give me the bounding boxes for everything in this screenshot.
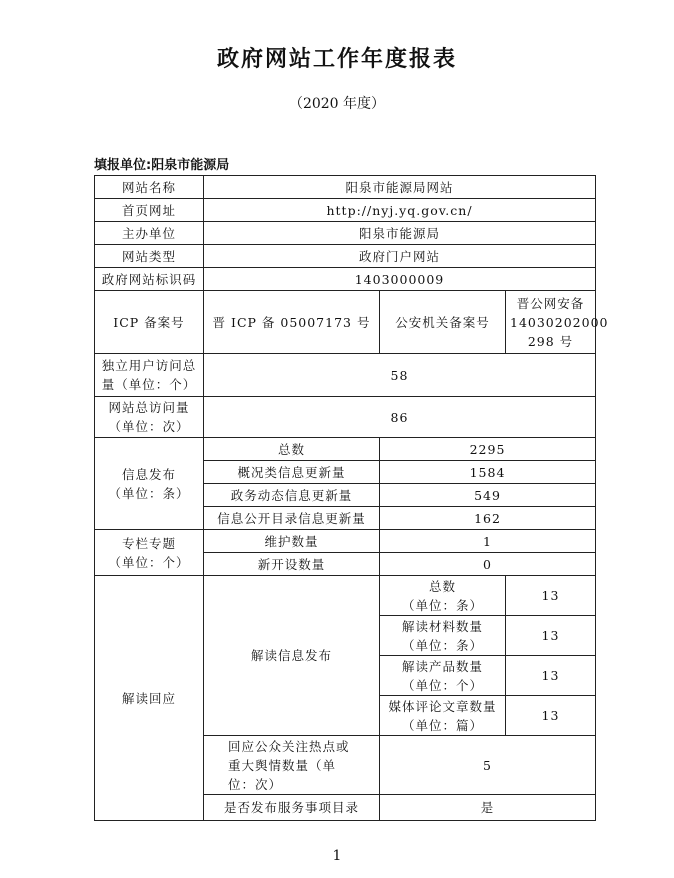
sponsor-value: 阳泉市能源局	[204, 222, 596, 245]
column-topic-label-line1: 专栏专题	[121, 535, 176, 551]
info-affairs-value: 549	[380, 484, 596, 507]
column-topic-label	[95, 530, 204, 576]
homepage-value: http://nyj.yq.gov.cn/	[204, 199, 596, 222]
report-table	[94, 175, 609, 821]
interp-product-value: 13	[506, 656, 596, 696]
table-row	[95, 245, 596, 268]
info-open-value: 162	[380, 507, 596, 530]
table-row	[95, 438, 596, 461]
table-row	[95, 291, 596, 354]
total-visits-value: 86	[204, 397, 596, 438]
site-type-label: 网站类型	[95, 245, 204, 268]
table-row	[95, 530, 596, 553]
unique-visitors-label: 独立用户访问总量（单位：个）	[95, 354, 204, 397]
table-row	[95, 576, 596, 616]
column-maintain-label: 维护数量	[204, 530, 380, 553]
report-title: 政府网站工作年度报表	[216, 47, 457, 72]
unique-visitors-value: 58	[204, 354, 596, 397]
sponsor-label: 主办单位	[95, 222, 204, 245]
info-publish-label-line1: 信息发布	[121, 466, 176, 482]
interp-media-label-line2: （单位：篇）	[401, 717, 483, 733]
homepage-label: 首页网址	[95, 199, 204, 222]
info-total-value: 2295	[380, 438, 596, 461]
interp-material-value: 13	[506, 616, 596, 656]
icp-label: ICP 备案号	[95, 291, 204, 354]
table-row	[95, 268, 596, 291]
info-affairs-label: 政务动态信息更新量	[204, 484, 380, 507]
interp-total-label-line1: 总数	[428, 578, 456, 594]
hotspot-response-label: 回应公众关注热点或重大舆情数量（单位：次）	[204, 736, 380, 795]
info-open-label: 信息公开目录信息更新量	[204, 507, 380, 530]
site-name-value: 阳泉市能源局网站	[204, 176, 596, 199]
info-overview-label: 概况类信息更新量	[204, 461, 380, 484]
site-type-value: 政府门户网站	[204, 245, 596, 268]
info-publish-label-line2: （单位：条）	[108, 485, 190, 501]
service-catalog-value: 是	[380, 795, 596, 821]
icp-value: 晋 ICP 备 05007173 号	[204, 291, 380, 354]
reporting-unit: 填报单位:阳泉市能源局	[94, 158, 230, 173]
interp-total-value: 13	[506, 576, 596, 616]
table-row	[95, 354, 596, 397]
interpretation-publish-label: 解读信息发布	[204, 576, 380, 736]
page-number: 1	[332, 848, 342, 864]
hotspot-response-value: 5	[380, 736, 596, 795]
info-publish-label	[95, 438, 204, 530]
column-topic-label-line2: （单位：个）	[108, 554, 190, 570]
info-overview-value: 1584	[380, 461, 596, 484]
table-row	[95, 397, 596, 438]
interp-media-value: 13	[506, 696, 596, 736]
site-name-label: 网站名称	[95, 176, 204, 199]
site-code-label: 政府网站标识码	[95, 268, 204, 291]
report-year: （2020 年度）	[288, 96, 386, 112]
total-visits-label: 网站总访问量（单位：次）	[95, 397, 204, 438]
table-row	[95, 222, 596, 245]
table-row	[95, 199, 596, 222]
info-total-label: 总数	[204, 438, 380, 461]
interp-total-label-line2: （单位：条）	[401, 597, 483, 613]
interp-product-label-line2: （单位：个）	[401, 677, 483, 693]
interp-product-label	[380, 656, 506, 696]
service-catalog-label: 是否发布服务事项目录	[204, 795, 380, 821]
police-record-label: 公安机关备案号	[380, 291, 506, 354]
interp-material-label	[380, 616, 506, 656]
column-new-value: 0	[380, 553, 596, 576]
interpretation-label: 解读回应	[95, 576, 204, 821]
interp-material-label-line2: （单位：条）	[401, 637, 483, 653]
column-maintain-value: 1	[380, 530, 596, 553]
column-new-label: 新开设数量	[204, 553, 380, 576]
site-code-value: 1403000009	[204, 268, 596, 291]
interp-media-label	[380, 696, 506, 736]
table-row	[95, 176, 596, 199]
police-record-value: 晋公网安备 14030202000 298 号	[506, 291, 596, 354]
interp-product-label-line1: 解读产品数量	[401, 658, 483, 674]
interp-material-label-line1: 解读材料数量	[401, 618, 483, 634]
interp-media-label-line1: 媒体评论文章数量	[388, 698, 497, 714]
interp-total-label	[380, 576, 506, 616]
